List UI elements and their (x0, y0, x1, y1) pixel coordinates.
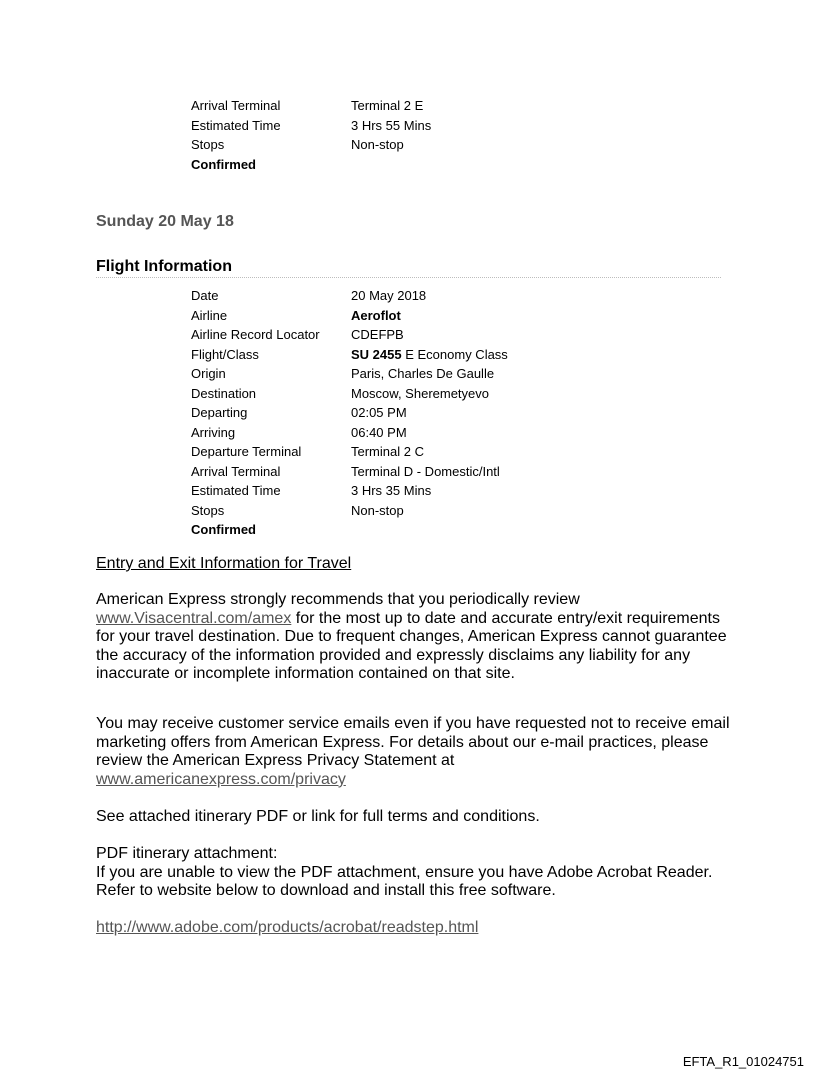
day-heading: Sunday 20 May 18 (96, 213, 234, 230)
flight-details (191, 286, 508, 540)
visacentral-link[interactable]: www.Visacentral.com/amex (96, 609, 292, 627)
entry-exit-text-end: for the most up to date and accurate entry/exit requirements for your travel destination. Due to frequent changes, American Express cannot guarantee the accuracy of the information provided and expressly disclaims any liability for any inaccurate or incomplete information contained on that site. (96, 609, 727, 682)
date-value: 20 May 2018 (351, 288, 427, 303)
detail-row (191, 462, 508, 482)
detail-row (191, 501, 508, 521)
detail-label: Destination (191, 385, 257, 401)
section-title: Flight Information (96, 258, 721, 278)
est-time-value: 3 Hrs 35 Mins (351, 483, 432, 498)
entry-exit-paragraph (96, 591, 736, 684)
terms-text: See attached itinerary PDF or link for full terms and conditions. (96, 808, 540, 825)
origin-value: Paris, Charles De Gaulle (351, 366, 495, 381)
detail-label: Date (191, 288, 219, 303)
detail-label: Arrival Terminal (191, 463, 281, 479)
detail-value: Terminal 2 E (351, 98, 424, 113)
pdf-title: PDF itinerary attachment: (96, 845, 278, 862)
adobe-link[interactable]: http://www.adobe.com/products/acrobat/readstep.html (96, 919, 479, 936)
airline-value: Aeroflot (351, 307, 401, 323)
locator-value: CDEFPB (351, 327, 404, 342)
detail-row (191, 423, 508, 443)
detail-label: Estimated Time (191, 117, 281, 133)
detail-row (191, 116, 431, 136)
pdf-paragraph (96, 845, 736, 901)
detail-row (191, 481, 508, 501)
adobe-link-row (96, 919, 736, 938)
entry-exit-heading: Entry and Exit Information for Travel (96, 555, 352, 572)
detail-row (191, 306, 508, 326)
pdf-text: If you are unable to view the PDF attachment, ensure you have Adobe Acrobat Reader. Refer to website below to download and install this free software. (96, 863, 713, 899)
detail-row (191, 364, 508, 384)
detail-label: Departure Terminal (191, 444, 302, 459)
privacy-paragraph (96, 715, 736, 789)
detail-label: Arrival Terminal (191, 98, 281, 113)
entry-exit-text-start: American Express strongly recommends that you periodically review (96, 591, 580, 608)
detail-label: Estimated Time (191, 483, 281, 498)
detail-label: Airline (191, 307, 228, 323)
detail-label: Airline Record Locator (191, 327, 320, 342)
detail-label: Origin (191, 366, 226, 381)
dep-terminal-value: Terminal 2 C (351, 444, 424, 459)
detail-label: Arriving (191, 424, 236, 440)
flight-class-value (351, 345, 508, 365)
detail-row (191, 96, 431, 116)
privacy-link[interactable]: www.americanexpress.com/privacy (96, 770, 346, 788)
document-id: EFTA_R1_01024751 (682, 1054, 804, 1069)
stops-value: Non-stop (351, 502, 404, 518)
detail-row (191, 345, 508, 365)
detail-label: Departing (191, 405, 248, 420)
privacy-text: You may receive customer service emails even if you have requested not to receive email marketing offers from American Express. For details about our e-mail practices, please review the American Express Privacy Statement at (96, 715, 730, 769)
detail-row (191, 325, 508, 345)
flight-number: SU 2455 (351, 346, 402, 362)
prev-segment-details (191, 96, 431, 174)
detail-row (191, 442, 508, 462)
detail-label: Stops (191, 502, 225, 518)
status-confirmed: Confirmed (191, 156, 256, 172)
departing-value: 02:05 PM (351, 405, 407, 420)
detail-value: 3 Hrs 55 Mins (351, 117, 432, 133)
detail-row (191, 403, 508, 423)
detail-label: Stops (191, 137, 225, 152)
arr-terminal-value: Terminal D - Domestic/Intl (351, 463, 500, 479)
status-confirmed: Confirmed (191, 522, 256, 537)
detail-value: Non-stop (351, 137, 404, 152)
class-value: E Economy Class (405, 346, 508, 362)
detail-row (191, 384, 508, 404)
detail-label: Flight/Class (191, 346, 259, 362)
destination-value: Moscow, Sheremetyevo (351, 385, 490, 401)
arriving-value: 06:40 PM (351, 424, 407, 440)
detail-row (191, 135, 431, 155)
detail-row (191, 286, 508, 306)
